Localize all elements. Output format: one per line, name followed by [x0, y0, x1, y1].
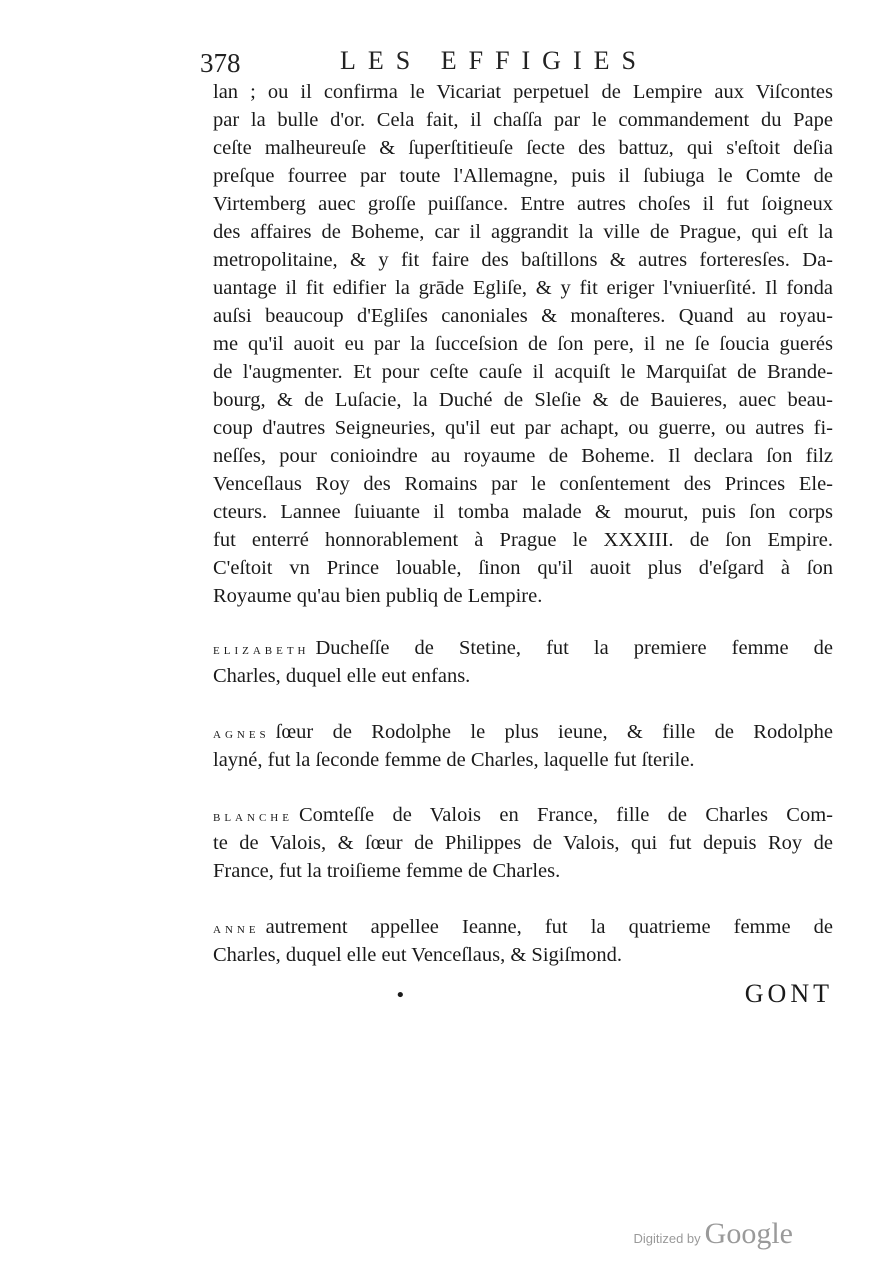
entry-text: ſœur de Rodolphe le plus ieune, & fille de Rodolphe	[275, 721, 833, 743]
watermark-prefix: Digitized by	[633, 1231, 701, 1246]
main-paragraph	[213, 78, 833, 610]
text-line: neſſes, pour conioindre au royaume de Boheme. Il declara ſon filz	[213, 445, 833, 467]
entry-line	[213, 913, 833, 941]
entry-name: ANNE	[213, 924, 260, 936]
text-line: Royaume qu'au bien publiq de Lempire.	[213, 585, 543, 607]
entry-name: AGNES	[213, 729, 270, 741]
google-logo: Google	[704, 1217, 793, 1250]
entry-text: Comteſſe de Valois en France, fille de Charles Com-	[298, 804, 833, 826]
text-line: des affaires de Boheme, car il aggrandit la ville de Prague, qui eſt la	[213, 221, 833, 243]
text-line: de l'augmenter. Et pour ceſte cauſe il acquiſt le Marquiſat de Brande-	[213, 361, 833, 383]
entry-line	[213, 801, 833, 829]
text-line: uantage il fit edifier la grāde Egliſe, & y fit eriger l'vniuerſité. Il fonda	[213, 277, 833, 299]
text-line: bourg, & de Luſacie, la Duché de Sleſie & de Bauieres, auec beau-	[213, 389, 833, 411]
entry-line	[213, 634, 833, 662]
text-line: fut enterré honnorablement à Prague le XXXIII. de ſon Empire.	[213, 529, 833, 551]
entry-elizabeth	[213, 634, 833, 690]
entry-name: ELIZABETH	[213, 645, 310, 657]
page-number: 378	[200, 48, 241, 78]
entry-agnes	[213, 718, 833, 774]
text-line: C'eſtoit vn Prince louable, ſinon qu'il auoit plus d'eſgard à ſon	[213, 557, 833, 579]
entry-text: autrement appellee Ieanne, fut la quatrieme femme de	[265, 916, 833, 938]
catchword: GONT	[744, 979, 833, 1008]
entry-line: layné, fut la ſeconde femme de Charles, laquelle fut ſterile.	[213, 749, 695, 771]
text-line: me qu'il auoit eu par la ſucceſsion de ſon pere, il ne ſe ſoucia guerés	[213, 333, 833, 355]
running-title: LES EFFIGIES	[340, 46, 648, 75]
text-line: preſque fourree par toute l'Allemagne, puis il ſubiuga le Comte de	[213, 165, 833, 187]
entry-line: France, fut la troiſieme femme de Charles.	[213, 860, 561, 882]
text-line: par la bulle d'or. Cela fait, il chaſſa par le commandement du Pape	[213, 109, 833, 131]
text-line: lan ; ou il confirma le Vicariat perpetuel de Lempire aux Viſcontes	[213, 81, 833, 103]
entry-blanche	[213, 801, 833, 885]
entry-text: Ducheſſe de Stetine, fut la premiere femme de	[315, 637, 833, 659]
entry-line	[213, 718, 833, 746]
text-line: cteurs. Lannee ſuiuante il tomba malade & mourut, puis ſon corps	[213, 501, 833, 523]
text-line: metropolitaine, & y fit faire des baſtillons & autres forteresſes. Da-	[213, 249, 833, 271]
text-line: coup d'autres Seigneuries, qu'il eut par achapt, ou guerre, ou autres fi-	[213, 417, 833, 439]
entry-line: Charles, duquel elle eut enfans.	[213, 665, 471, 687]
text-line: ceſte malheureuſe & ſuperſtitieuſe ſecte des battuz, qui s'eſtoit deſia	[213, 137, 833, 159]
entry-line: te de Valois, & ſœur de Philippes de Valois, qui fut depuis Roy de	[213, 832, 833, 854]
digitized-watermark	[633, 1217, 793, 1251]
ink-dot: •	[395, 985, 406, 1006]
text-line: auſsi beaucoup d'Egliſes canoniales & monaſteres. Quand au royau-	[213, 305, 833, 327]
entry-anne	[213, 913, 833, 969]
entry-name: BLANCHE	[213, 812, 293, 824]
page-header	[200, 44, 820, 80]
entry-line: Charles, duquel elle eut Venceſlaus, & Sigiſmond.	[213, 944, 622, 966]
text-line: Venceſlaus Roy des Romains par le conſentement des Princes Ele-	[213, 473, 833, 495]
text-line: Virtemberg auec groſſe puiſſance. Entre autres choſes il fut ſoigneux	[213, 193, 833, 215]
